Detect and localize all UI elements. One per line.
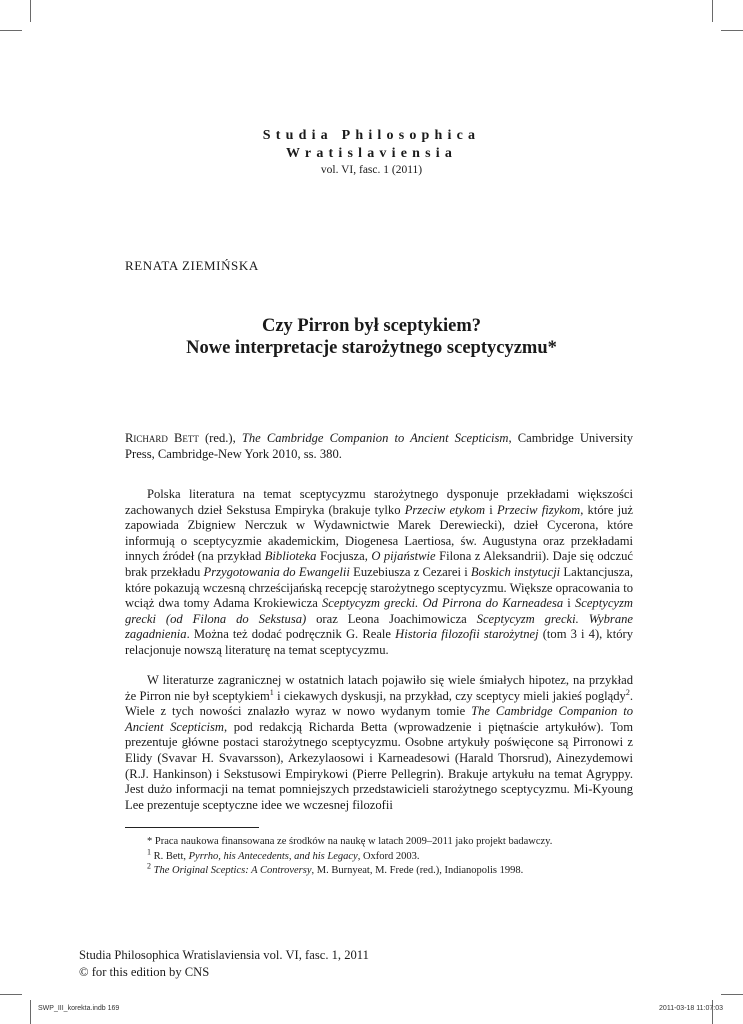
italic-title: The Cambridge Companion to Ancient Scepticism bbox=[125, 704, 633, 734]
crop-mark-bottom-right-h bbox=[721, 994, 743, 995]
italic-title: Historia filozofii starożytnej bbox=[395, 627, 539, 642]
text-run: i ciekawych dyskusji, na przykład, czy sceptycy mieli jakieś poglądy bbox=[273, 688, 626, 703]
footnote-separator bbox=[125, 827, 259, 828]
text-run: , które już zapowiada Zbigniew Nerczuk w Wydawnictwie Marek Derewiecki), dzieł Cycerona, które informują o sceptycyzmie akademickim, Diogenesa Laertiosa, św. Augustyna oraz przekładami innych źródeł (na przykład bbox=[125, 502, 633, 564]
text-run: W literaturze zagranicznej w ostatnich latach pojawiło się wiele śmiałych hipotez, na przykład że Pirron nie był sceptykiem bbox=[125, 673, 633, 703]
italic-title: Sceptycyzm grecki. Wybrane zagadnienia bbox=[125, 611, 634, 642]
italic-title: Sceptycyzm grecki. Od Pirrona do Karneadesa bbox=[321, 596, 564, 611]
text-run: . Wiele z tych nowości znalazło wyraz w nowo wydanym tomie bbox=[125, 688, 633, 719]
crop-mark-top-left-h bbox=[0, 30, 22, 31]
citation-text: , Cambridge University Press, Cambridge-New York 2010, ss. 380. bbox=[125, 431, 633, 461]
edition-info: Studia Philosophica Wratislaviensia vol. VI, fasc. 1, 2011 bbox=[79, 948, 369, 962]
text-run: oraz Leona Joachimowicza bbox=[306, 611, 477, 626]
text-run: i bbox=[563, 596, 575, 611]
crop-mark-top-right-v bbox=[712, 0, 713, 22]
crop-mark-top-left-v bbox=[30, 0, 31, 22]
reviewed-book-citation bbox=[125, 431, 633, 462]
crop-mark-bottom-right-v bbox=[712, 1000, 713, 1024]
footnote-star: * Praca naukowa finansowana ze środków na naukę w latach 2009–2011 jako projekt badawczy. bbox=[147, 836, 553, 847]
footnote-mark: 2 bbox=[147, 861, 151, 871]
footnote-ref[interactable]: 2 bbox=[625, 687, 630, 697]
citation-text: (red.), bbox=[198, 431, 242, 445]
journal-volume: vol. VI, fasc. 1 (2011) bbox=[320, 164, 423, 176]
body-paragraph-1 bbox=[125, 487, 633, 659]
crop-mark-bottom-left-h bbox=[0, 994, 22, 995]
text-run: , pod redakcją Richarda Betta (wprowadzenie i piętnaście artykułów). Tom prezentuje główne postaci starożytnego sceptycyzmu. Osobne artykuły poświęcone są Pirronowi z Elidy (Svavar H. Svavarsson), Arkezylaosowi i Karneadesowi (Harald Thorsrud), Ainezydemowi (R.J. Hankinson) i Sekstusowi Empirykowi (Pierre Pellegrin). Brakuje artykułu na temat Agryppy. Jest dużo informacji na temat pomniejszych przedstawicieli starożytnego sceptycyzmu. Mi-Kyoung Lee prezentuje sceptyczne idee we wczesnej filozofii bbox=[125, 719, 634, 812]
text-run: , Oxford 2003. bbox=[357, 851, 420, 862]
journal-title-line2: Wratislaviensia bbox=[285, 146, 458, 161]
italic-title: Pyrrho, his Antecedents, and his Legacy bbox=[188, 851, 358, 862]
italic-title: Sceptycyzm grecki (od Filona do Sekstusa) bbox=[125, 596, 633, 626]
italic-title: Przygotowania do Ewangelii bbox=[203, 564, 350, 579]
italic-title: Boskich instytucji bbox=[470, 564, 561, 579]
text-run: R. Bett, bbox=[151, 851, 189, 862]
text-run: Laktancjusza, które pokazują wczesną chrześcijańską recepcję starożytnego sceptycyzmu. Większe opracowania to wciąż dwa tomy Adama Krokiewicza bbox=[125, 564, 633, 611]
reviewed-book-title: The Cambridge Companion to Ancient Scepticism bbox=[241, 431, 509, 445]
text-run: Euzebiusza z Cezarei i bbox=[349, 564, 471, 579]
italic-title: Przeciw fizykom bbox=[496, 502, 581, 517]
footnote-1 bbox=[147, 847, 420, 863]
italic-title: The Original Sceptics: A Controversy bbox=[153, 865, 312, 876]
footnote-2 bbox=[147, 861, 524, 877]
italic-title: Przeciw etykom bbox=[404, 502, 486, 517]
reviewed-book-editor: Richard Bett bbox=[125, 431, 199, 445]
text-run: Polska literatura na temat sceptycyzmu starożytnego dysponuje przekładami większości zachowanych dzieł Sekstusa Empiryka (brakuje tylko bbox=[125, 487, 633, 517]
copyright-line: © for this edition by CNS bbox=[79, 965, 210, 979]
print-slug-file: SWP_III_korekta.indb 169 bbox=[38, 1005, 120, 1012]
text-run: Filona z Aleksandrii). Daje się odczuć brak przekładu bbox=[125, 549, 633, 579]
footnote-ref[interactable]: 1 bbox=[269, 687, 274, 697]
article-title-line1: Czy Pirron był sceptykiem? bbox=[261, 316, 482, 336]
italic-title: Biblioteka bbox=[264, 549, 317, 564]
text-run: i bbox=[485, 502, 497, 517]
crop-mark-bottom-left-v bbox=[30, 1000, 31, 1024]
text-run: Focjusza, bbox=[316, 549, 372, 564]
journal-title-line1: Studia Philosophica bbox=[262, 128, 481, 143]
text-run: . Można też dodać podręcznik G. Reale bbox=[186, 627, 396, 642]
footnote-mark: 1 bbox=[147, 847, 151, 857]
print-slug-timestamp: 2011-03-18 11:07:03 bbox=[659, 1005, 723, 1012]
crop-mark-top-right-h bbox=[721, 30, 743, 31]
body-paragraph-2 bbox=[125, 673, 633, 813]
text-run: , M. Burnyeat, M. Frede (red.), Indianopolis 1998. bbox=[311, 865, 524, 876]
text-run: (tom 3 i 4), który relacjonuje nowszą literaturę na temat sceptycyzmu. bbox=[125, 627, 634, 657]
italic-title: O pijaństwie bbox=[371, 549, 436, 564]
article-author: RENATA ZIEMIŃSKA bbox=[125, 258, 259, 273]
article-title-line2: Nowe interpretacje starożytnego sceptycyzmu* bbox=[186, 338, 557, 358]
